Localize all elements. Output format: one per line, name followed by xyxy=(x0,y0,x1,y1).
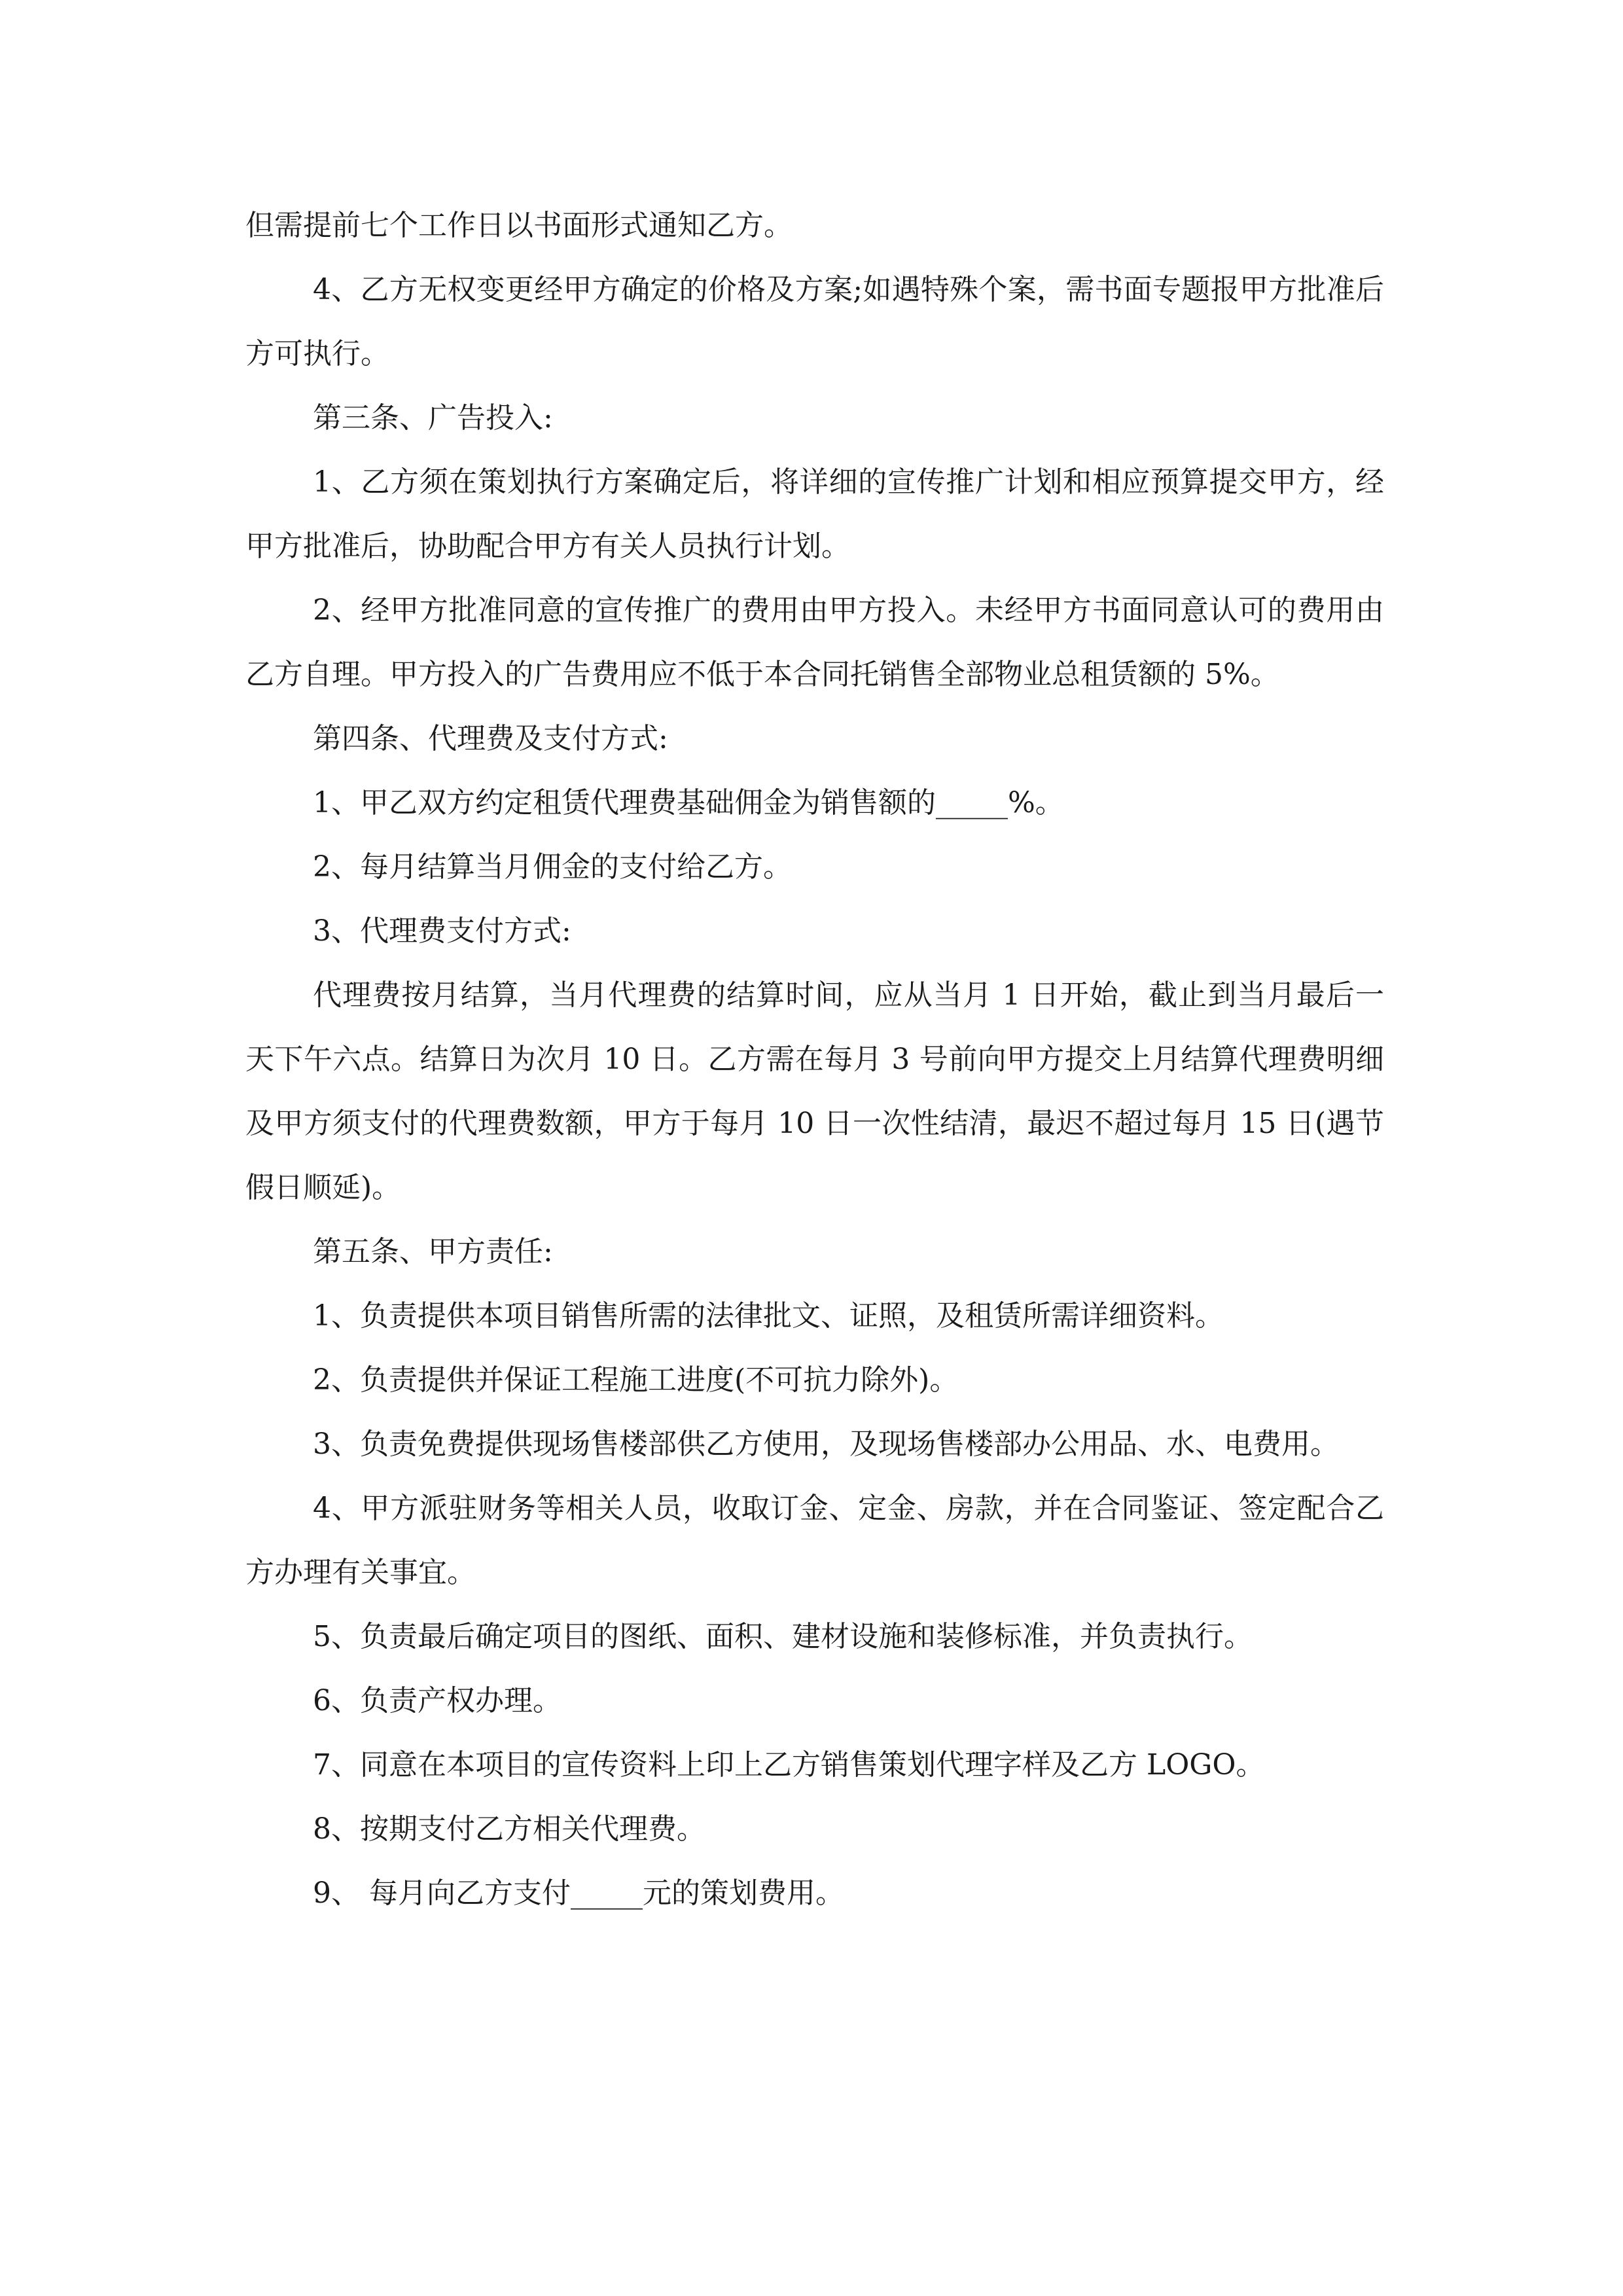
paragraph-clause-5-item-9: 9、 每月向乙方支付_____元的策划费用。 xyxy=(313,1876,844,1910)
paragraph-clause-4-item-3: 3、代理费支付方式: xyxy=(313,914,571,948)
section-heading-article-3: 第三条、广告投入: xyxy=(313,401,553,435)
section-heading-article-5: 第五条、甲方责任: xyxy=(313,1235,553,1268)
paragraph-clause-5-item-3: 3、负责免费提供现场售楼部供乙方使用，及现场售楼部办公用品、水、电费用。 xyxy=(313,1427,1339,1461)
paragraph-settlement-details: 代理费按月结算，当月代理费的结算时间，应从当月 1 日开始，截止到当月最后一天下午六点。结算日为次月 10 日。乙方需在每月 3 号前向甲方提交上月结算代理费明细及甲方须支付的代理费数额，甲方于每月 10 日一次性结清，最迟不超过每月 15 日(遇节假日顺延)。 xyxy=(245,978,1384,1204)
paragraph-clause-4-item-2: 2、每月结算当月佣金的支付给乙方。 xyxy=(313,850,792,884)
paragraph-clause-5-item-4: 4、甲方派驻财务等相关人员，收取订金、定金、房款，并在合同鉴证、签定配合乙方办理有关事宜。 xyxy=(245,1492,1384,1589)
paragraph-clause-5-item-1: 1、负责提供本项目销售所需的法律批文、证照，及租赁所需详细资料。 xyxy=(313,1299,1224,1333)
section-heading-article-4: 第四条、代理费及支付方式: xyxy=(313,722,668,755)
paragraph-clause-5-item-2: 2、负责提供并保证工程施工进度(不可抗力除外)。 xyxy=(313,1363,959,1397)
paragraph-clause-3-item-1: 1、乙方须在策划执行方案确定后，将详细的宣传推广计划和相应预算提交甲方，经甲方批准后，协助配合甲方有关人员执行计划。 xyxy=(245,465,1384,563)
paragraph-clause-5-item-7: 7、同意在本项目的宣传资料上印上乙方销售策划代理字样及乙方 LOGO。 xyxy=(313,1748,1265,1782)
paragraph-clause-3-item-2: 2、经甲方批准同意的宣传推广的费用由甲方投入。未经甲方书面同意认可的费用由乙方自理。甲方投入的广告费用应不低于本合同托销售全部物业总租赁额的 5%。 xyxy=(245,594,1384,691)
paragraph-clause-5-item-6: 6、负责产权办理。 xyxy=(313,1684,562,1717)
paragraph-clause-4-item-1: 1、甲乙双方约定租赁代理费基础佣金为销售额的_____%。 xyxy=(313,786,1064,819)
contract-body xyxy=(245,194,1384,1926)
paragraph-clause-5-item-8: 8、按期支付乙方相关代理费。 xyxy=(313,1812,705,1846)
paragraph-continuation: 但需提前七个工作日以书面形式通知乙方。 xyxy=(245,209,793,242)
paragraph-clause-2-item-4: 4、乙方无权变更经甲方确定的价格及方案;如遇特殊个案，需书面专题报甲方批准后方可执行。 xyxy=(245,273,1384,370)
paragraph-clause-5-item-5: 5、负责最后确定项目的图纸、面积、建材设施和装修标准，并负责执行。 xyxy=(313,1620,1253,1653)
